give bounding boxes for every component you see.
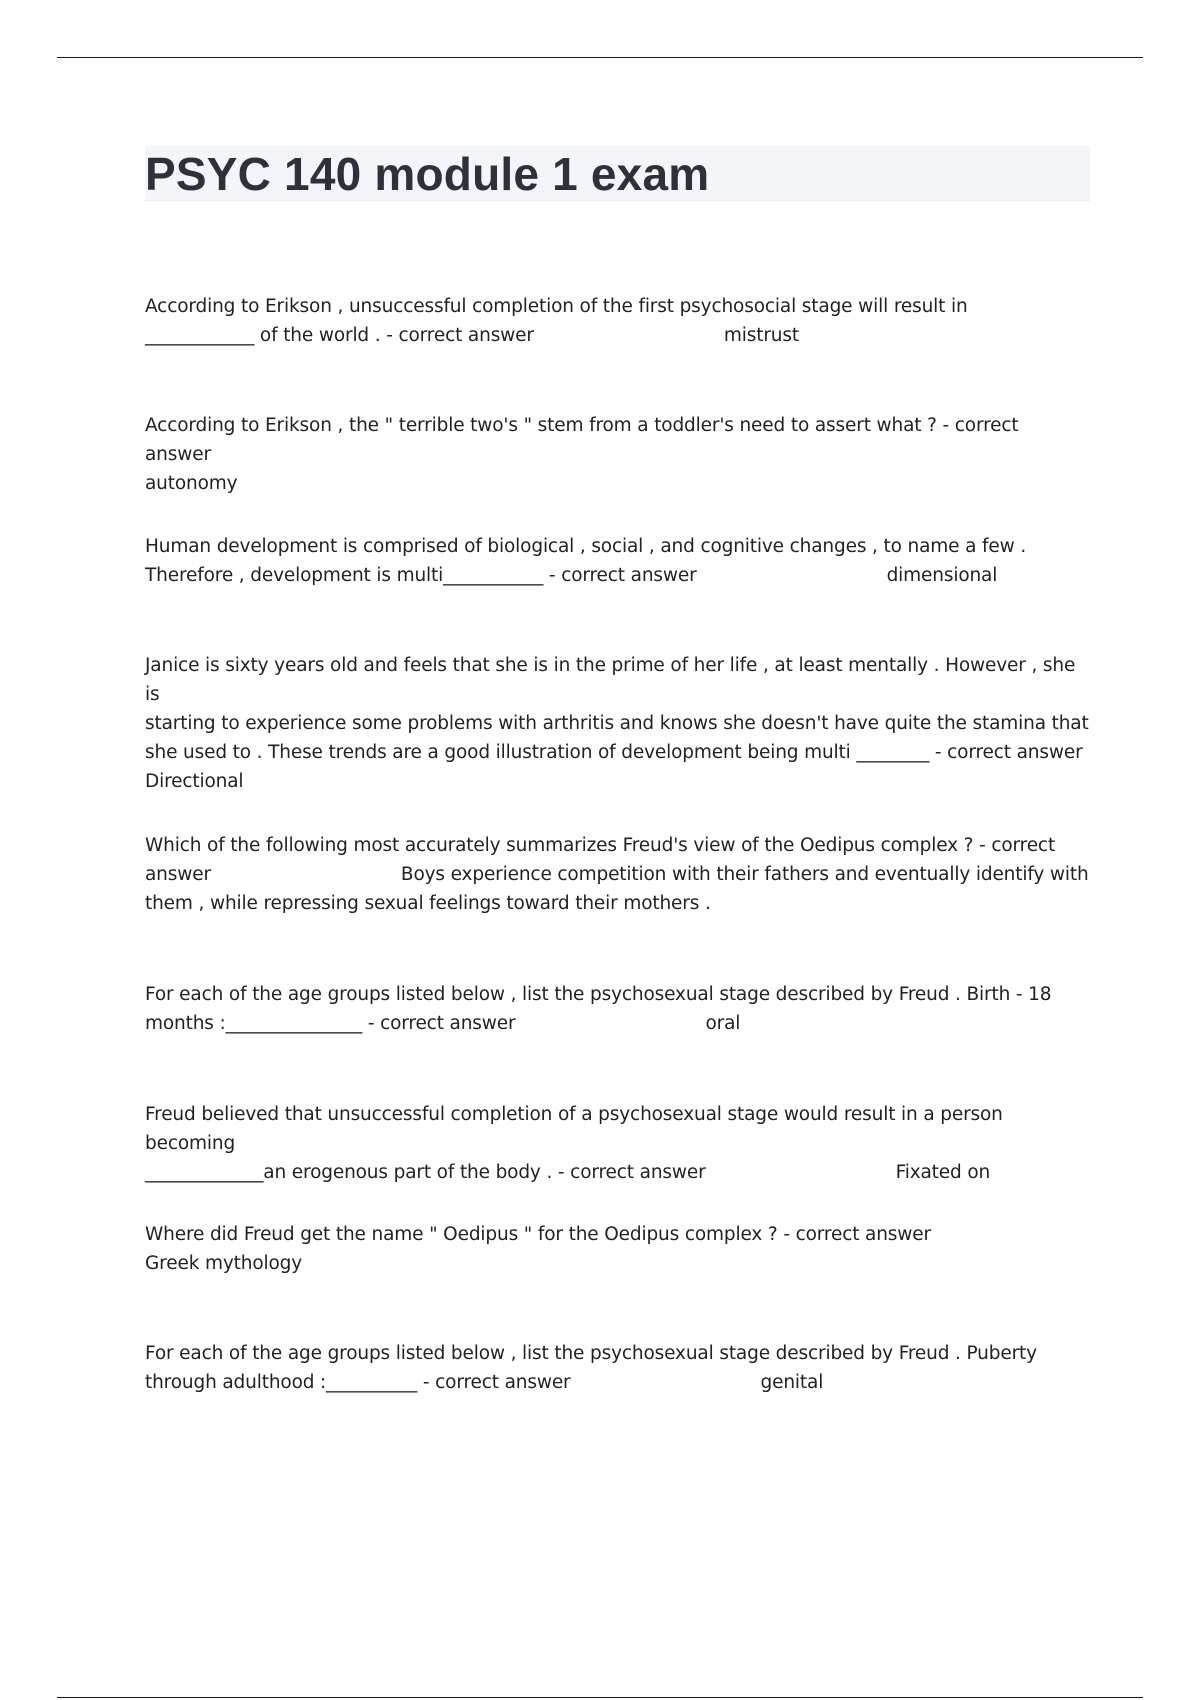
qa-item-4 [145,651,1090,796]
question-text: According to Erikson , unsuccessful completion of the first psychosocial stage will result in ____________ of the world . - correct answer [145,296,968,346]
qa-item-8 [145,1220,1090,1278]
answer-text: Greek mythology [145,1253,303,1274]
answer-text: genital [760,1372,824,1393]
page-title: PSYC 140 module 1 exam [145,148,710,200]
question-text: Janice is sixty years old and feels that she is in the prime of her life , at least mentally . However , she is starting to experience some problems with arthritis and knows she doesn't have quite the stamina that she used to . These trends are a good illustration of development being multi ________ - correct answer [145,655,1089,763]
qa-item-9 [145,1339,1090,1397]
answer-text: oral [705,1013,741,1034]
answer-text: Directional [145,771,244,792]
question-text: Which of the following most accurately summarizes Freud's view of the Oedipus complex ? - correct answer [145,835,1056,885]
question-text: Where did Freud get the name " Oedipus " for the Oedipus complex ? - correct answer [145,1224,931,1245]
qa-item-7 [145,1100,1090,1187]
qa-item-3 [145,532,1090,590]
footer-rule [57,1697,1143,1698]
question-text: According to Erikson , the " terrible two's " stem from a toddler's need to assert what ? - correct answer [145,415,1025,465]
answer-text: autonomy [145,473,238,494]
answer-text: dimensional [886,565,998,586]
answer-text: Boys experience competition with their fathers and eventually identify with [400,864,1089,885]
qa-item-5 [145,831,1090,918]
question-text: Human development is comprised of biological , social , and cognitive changes , to name a few . Therefore , development is multi___________ - correct answer [145,536,1027,586]
header-rule [57,57,1143,58]
qa-item-1 [145,292,1090,350]
qa-item-6 [145,980,1090,1038]
question-text: Freud believed that unsuccessful completion of a psychosexual stage would result in a person becoming _____________an erogenous part of the body . - correct answer [145,1104,1003,1183]
question-text: For each of the age groups listed below , list the psychosexual stage described by Freud . Puberty through adulthood :__________ - correct answer [145,1343,1037,1393]
answer-text: Fixated on [895,1162,991,1183]
answer-text: mistrust [723,325,799,346]
answer-text-continued: them , while repressing sexual feelings toward their mothers . [145,893,711,914]
question-text: For each of the age groups listed below , list the psychosexual stage described by Freud . Birth - 18 months :_______________ - correct answer [145,984,1052,1034]
qa-item-2 [145,411,1090,498]
